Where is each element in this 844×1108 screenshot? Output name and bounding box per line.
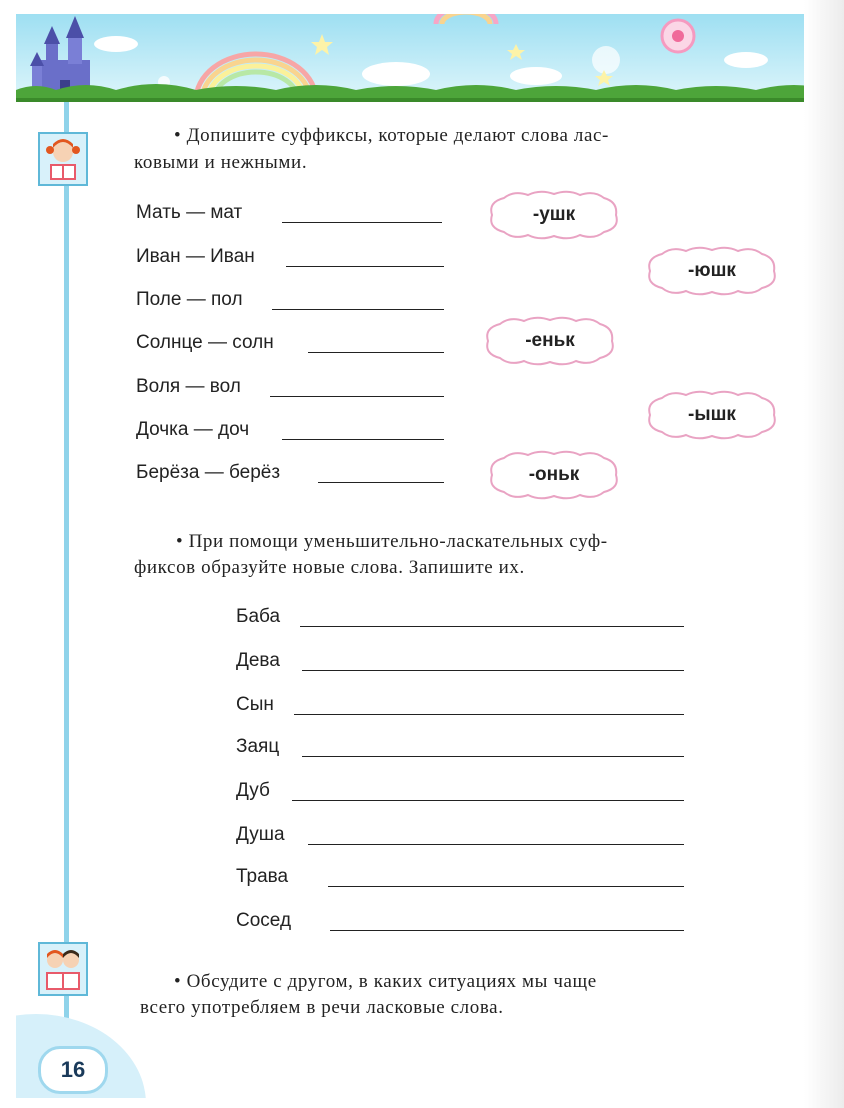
page-edge-shadow (804, 0, 844, 1108)
suffix-cloud (642, 244, 782, 298)
word-row (236, 694, 274, 716)
row-word: Дуб (236, 780, 270, 801)
row-word: Поле — пол (136, 289, 243, 310)
workbook-page (16, 14, 828, 1098)
word-row (136, 462, 280, 484)
word-row (136, 332, 274, 354)
task2-instruction-line2: фиксов образуйте новые слова. Запишите их. (134, 557, 525, 578)
answer-line[interactable] (308, 352, 444, 353)
word-row (136, 376, 241, 398)
row-word: Берёза — берёз (136, 462, 281, 483)
suffix-label: -еньк (525, 330, 575, 351)
suffix-label: -ушк (532, 204, 576, 225)
word-row (236, 866, 288, 888)
answer-line[interactable] (294, 714, 684, 715)
row-word: Воля — вол (136, 376, 241, 397)
word-row (236, 780, 270, 802)
row-word: Баба (236, 606, 281, 627)
row-word: Солнце — солн (136, 332, 274, 353)
word-row (136, 419, 249, 441)
task1-instruction-line1: • Допишите суффиксы, которые делают слова лас- (174, 125, 609, 146)
suffix-cloud (484, 448, 624, 502)
row-word: Сын (236, 694, 274, 715)
answer-line[interactable] (308, 844, 684, 845)
word-row (136, 289, 243, 311)
suffix-label: -оньк (528, 464, 580, 485)
task2-instruction-line1: • При помощи уменьшительно-ласкательных суф- (176, 531, 608, 552)
margin-line (64, 102, 69, 1062)
task3-instruction-line1: • Обсудите с другом, в каких ситуациях мы чаще (174, 971, 597, 992)
answer-line[interactable] (282, 439, 444, 440)
row-word: Дочка — доч (136, 419, 250, 440)
suffix-label: -ышк (688, 404, 736, 425)
answer-line[interactable] (270, 396, 444, 397)
task1-instruction-line2: ковыми и нежными. (134, 152, 308, 173)
answer-line[interactable] (302, 756, 684, 757)
answer-line[interactable] (300, 626, 684, 627)
row-word: Дева (236, 650, 280, 671)
suffix-cloud (480, 314, 620, 368)
answer-line[interactable] (318, 482, 444, 483)
reading-pair-icon (38, 942, 88, 996)
row-word: Мать — мат (136, 202, 243, 223)
row-word: Трава (236, 866, 289, 887)
row-word: Сосед (236, 910, 292, 931)
answer-line[interactable] (330, 930, 684, 931)
word-row (236, 910, 291, 932)
row-word: Иван — Иван (136, 246, 255, 267)
row-word: Душа (236, 824, 285, 845)
suffix-cloud (642, 388, 782, 442)
answer-line[interactable] (272, 309, 444, 310)
task3-instruction-line2: всего употребляем в речи ласковые слова. (140, 997, 504, 1018)
word-row (236, 824, 285, 846)
word-row (236, 606, 280, 628)
word-row (136, 202, 242, 224)
answer-line[interactable] (292, 800, 684, 801)
suffix-label: -юшк (688, 260, 736, 281)
header-banner (16, 14, 828, 102)
word-row (236, 736, 279, 758)
suffix-cloud (484, 188, 624, 242)
word-row (136, 246, 255, 268)
word-row (236, 650, 280, 672)
answer-line[interactable] (328, 886, 684, 887)
answer-line[interactable] (286, 266, 444, 267)
reading-girl-icon (38, 132, 88, 186)
answer-line[interactable] (282, 222, 442, 223)
row-word: Заяц (236, 736, 280, 757)
page-number: 16 (38, 1046, 108, 1094)
answer-line[interactable] (302, 670, 684, 671)
